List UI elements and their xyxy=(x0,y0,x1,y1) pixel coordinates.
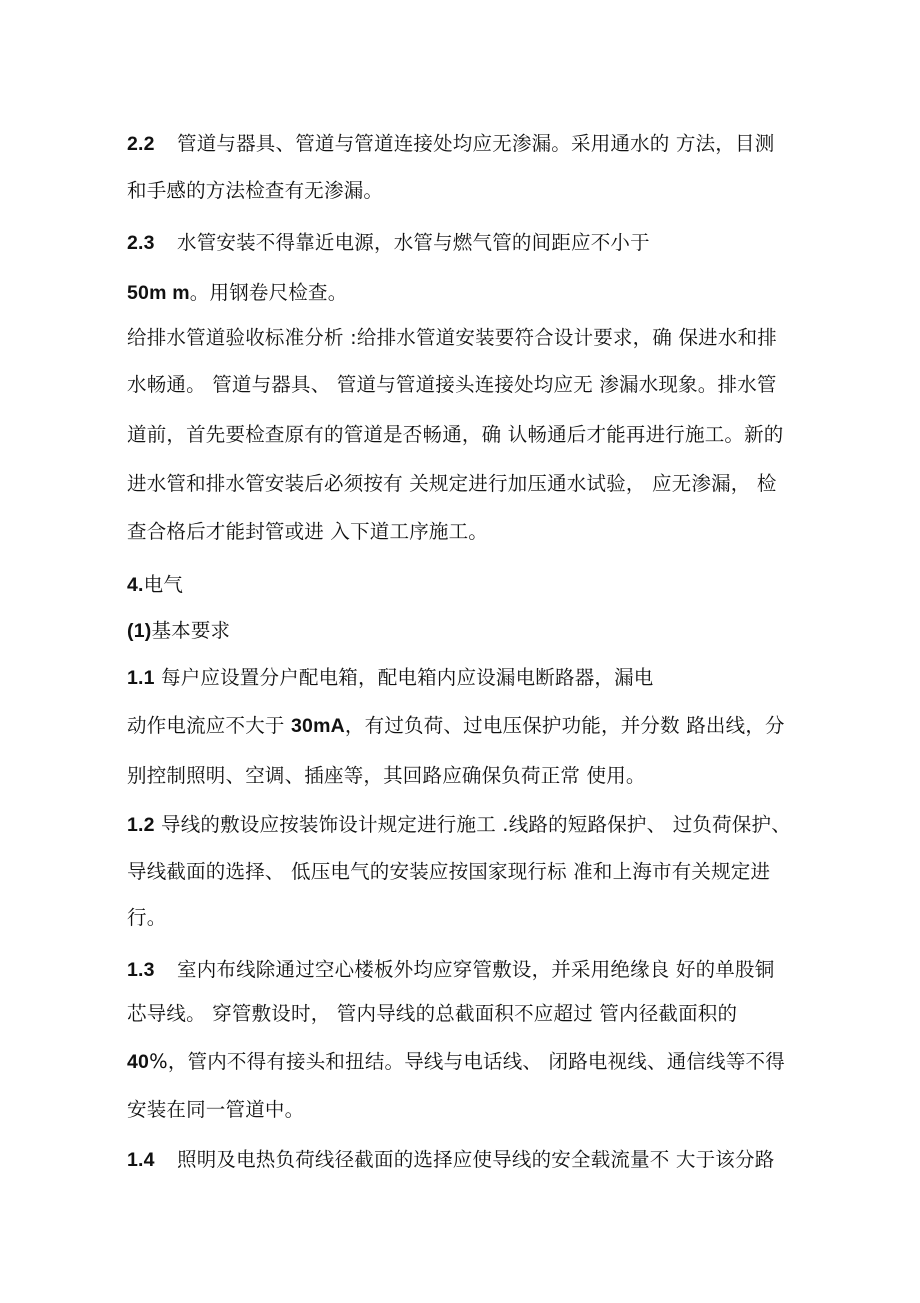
clause-number: 1.3 xyxy=(127,959,155,981)
analysis-line-1 xyxy=(127,324,797,352)
line-text: 水畅通。 管道与器具、 管道与管道接头连接处均应无 渗漏水现象。排水管 xyxy=(127,373,777,396)
clause-number: 2.2 xyxy=(127,133,155,155)
paragraph-1-1-line-1 xyxy=(127,664,797,692)
clause-number: 1.2 xyxy=(127,814,155,836)
line-text: 进水管和排水管安装后必须按有 关规定进行加压通水试验， 应无渗漏， 检 xyxy=(127,472,777,495)
analysis-line-3 xyxy=(127,421,797,449)
paragraph-1-4-line-1 xyxy=(127,1146,797,1174)
paragraph-1-3-line-4 xyxy=(127,1096,797,1124)
bold-measure: 50m m xyxy=(127,282,190,304)
line-text: 芯导线。 穿管敷设时， 管内导线的总截面积不应超过 管内径截面积的 xyxy=(127,1002,738,1025)
line-text: 管道与器具、管道与管道连接处均应无渗漏。采用通水的 方法，目测 xyxy=(177,132,775,155)
paragraph-1-2-line-1 xyxy=(127,811,797,839)
paragraph-1-3-line-3 xyxy=(127,1048,797,1076)
line-text: 给排水管道验收标准分析 :给排水管道安装要符合设计要求，确 保进水和排 xyxy=(127,326,777,349)
line-text: 和手感的方法检查有无渗漏。 xyxy=(127,179,384,202)
line-text: 道前，首先要检查原有的管道是否畅通，确 认畅通后才能再进行施工。新的 xyxy=(127,423,784,446)
paragraph-1-2-line-3 xyxy=(127,904,797,932)
analysis-line-2 xyxy=(127,371,797,399)
section-number: 4. xyxy=(127,574,144,596)
line-text: ，有过负荷、过电压保护功能，并分数 路出线，分 xyxy=(344,714,785,737)
line-text: 动作电流应不大于 xyxy=(127,714,291,737)
paragraph-1-1-line-3 xyxy=(127,762,797,790)
section-heading-electrical xyxy=(127,571,797,599)
line-text: 导线截面的选择、 低压电气的安装应按国家现行标 准和上海市有关规定进 xyxy=(127,860,771,883)
subsection-title: 基本要求 xyxy=(151,619,231,642)
paragraph-1-3-line-2 xyxy=(127,1000,797,1028)
line-text: %，管内不得有接头和扭结。导线与电话线、 闭路电视线、通信线等不得 xyxy=(149,1050,785,1073)
line-text: 查合格后才能封管或进 入下道工序施工。 xyxy=(127,520,488,543)
line-text: 每户应设置分户配电箱，配电箱内应设漏电断路器，漏电 xyxy=(161,666,654,689)
line-text: 室内布线除通过空心楼板外均应穿管敷设，并采用绝缘良 好的单股铜 xyxy=(177,958,775,981)
line-text: 别控制照明、空调、插座等，其回路应确保负荷正常 使用。 xyxy=(127,764,646,787)
subsection-number: (1) xyxy=(127,620,152,642)
line-text: 。用钢卷尺检查。 xyxy=(189,281,348,304)
line-text: 导线的敷设应按装饰设计规定进行施工 .线路的短路保护、 过负荷保护、 xyxy=(161,813,791,836)
paragraph-2-2-line-1 xyxy=(127,130,797,158)
line-text: 水管安装不得靠近电源，水管与燃气管的间距应不小于 xyxy=(177,231,650,254)
clause-number: 1.4 xyxy=(127,1149,155,1171)
paragraph-2-3-line-2 xyxy=(127,279,797,307)
paragraph-2-2-line-2 xyxy=(127,177,797,205)
paragraph-1-2-line-2 xyxy=(127,858,797,886)
clause-number: 1.1 xyxy=(127,667,155,689)
analysis-line-5 xyxy=(127,518,797,546)
subsection-heading-basic-requirements xyxy=(127,617,797,645)
line-text: 行。 xyxy=(127,906,167,929)
clause-number: 2.3 xyxy=(127,232,155,254)
bold-current-value: 30mA xyxy=(291,715,345,737)
line-text: 照明及电热负荷线径截面的选择应使导线的安全载流量不 大于该分路 xyxy=(177,1148,775,1171)
paragraph-1-1-line-2 xyxy=(127,712,797,740)
analysis-line-4 xyxy=(127,470,797,498)
line-text: 安装在同一管道中。 xyxy=(127,1098,305,1121)
paragraph-1-3-line-1 xyxy=(127,956,797,984)
bold-percentage: 40 xyxy=(127,1051,150,1073)
section-title: 电气 xyxy=(143,573,184,596)
paragraph-2-3-line-1 xyxy=(127,229,797,257)
